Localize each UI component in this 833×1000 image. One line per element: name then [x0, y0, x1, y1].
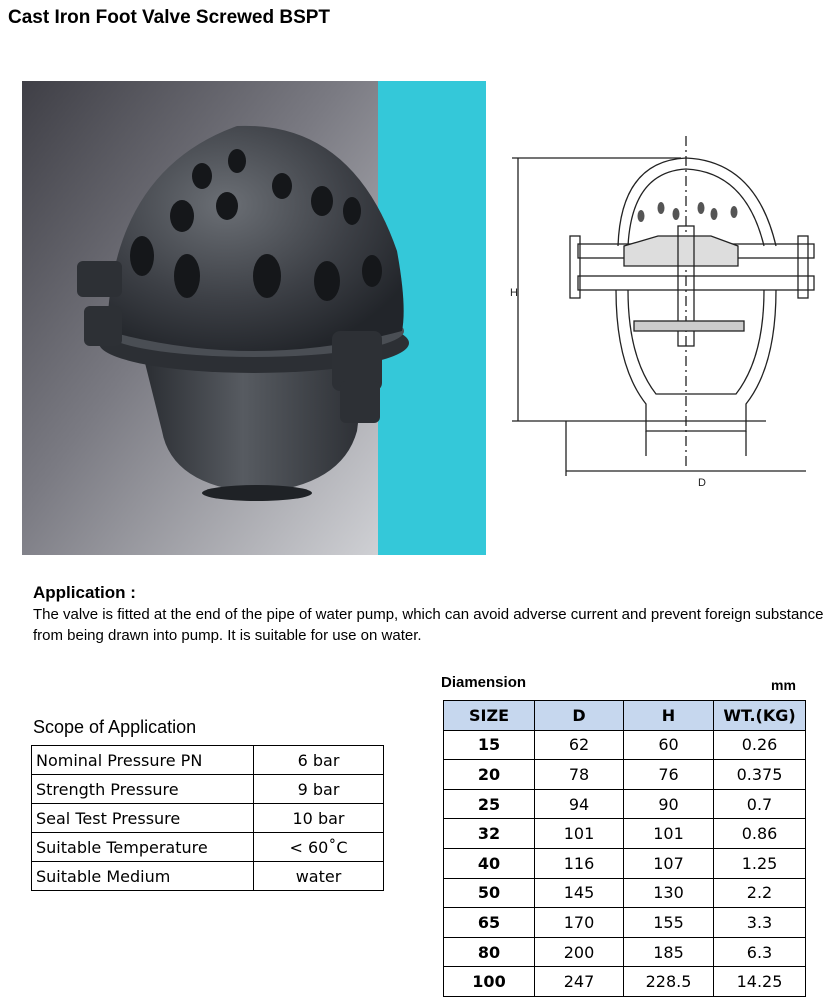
cell-size: 65 — [444, 908, 535, 938]
cell-h: 130 — [624, 878, 714, 908]
scope-value: < 60˚C — [254, 833, 384, 862]
application-description: The valve is fitted at the end of the pipe of water pump, which can avoid adverse current and prevent foreign substance from being drawn into pump. It is suitable for use on water. — [33, 606, 824, 644]
table-row — [32, 775, 384, 804]
cell-weight: 0.375 — [714, 760, 806, 790]
table-row — [444, 908, 806, 938]
dimension-title: Diamension — [441, 674, 527, 691]
scope-value: 6 bar — [254, 746, 384, 775]
cell-size: 80 — [444, 937, 535, 967]
table-row — [444, 760, 806, 790]
scope-title: Scope of Application — [33, 717, 197, 737]
cell-h: 228.5 — [624, 967, 714, 997]
cell-size: 40 — [444, 848, 535, 878]
column-header-size: SIZE — [444, 701, 535, 731]
cell-d: 145 — [535, 878, 624, 908]
table-row — [32, 804, 384, 833]
scope-table — [31, 745, 384, 891]
cell-weight: 0.86 — [714, 819, 806, 849]
foot-valve-cross-section-drawing — [506, 136, 826, 506]
table-row — [32, 746, 384, 775]
cell-size: 20 — [444, 760, 535, 790]
cell-weight: 14.25 — [714, 967, 806, 997]
table-row — [444, 730, 806, 760]
cell-d: 116 — [535, 848, 624, 878]
dimension-label-d: D — [698, 477, 706, 489]
page-title: Cast Iron Foot Valve Screwed BSPT — [8, 7, 331, 28]
cell-d: 170 — [535, 908, 624, 938]
cell-size: 15 — [444, 730, 535, 760]
scope-label: Nominal Pressure PN — [32, 746, 254, 775]
scope-value: water — [254, 862, 384, 891]
cell-d: 94 — [535, 789, 624, 819]
cell-weight: 0.26 — [714, 730, 806, 760]
column-header-h: H — [624, 701, 714, 731]
cell-d: 101 — [535, 819, 624, 849]
table-row — [444, 819, 806, 849]
cell-h: 101 — [624, 819, 714, 849]
table-row — [444, 967, 806, 997]
scope-label: Suitable Temperature — [32, 833, 254, 862]
column-header-weight: WT.(KG) — [714, 701, 806, 731]
dimension-unit: mm — [771, 677, 796, 693]
application-heading: Application : — [33, 583, 136, 602]
cell-h: 76 — [624, 760, 714, 790]
column-header-d: D — [535, 701, 624, 731]
cell-weight: 0.7 — [714, 789, 806, 819]
dimension-label-h: H — [510, 287, 518, 299]
cell-size: 50 — [444, 878, 535, 908]
scope-value: 10 bar — [254, 804, 384, 833]
scope-label: Seal Test Pressure — [32, 804, 254, 833]
cell-weight: 3.3 — [714, 908, 806, 938]
dimension-table — [443, 700, 806, 997]
table-row — [32, 862, 384, 891]
table-row — [444, 878, 806, 908]
cell-weight: 1.25 — [714, 848, 806, 878]
scope-value: 9 bar — [254, 775, 384, 804]
scope-label: Strength Pressure — [32, 775, 254, 804]
table-row — [32, 833, 384, 862]
cell-weight: 2.2 — [714, 878, 806, 908]
cell-h: 90 — [624, 789, 714, 819]
cast-iron-foot-valve-photo — [22, 81, 486, 555]
scope-label: Suitable Medium — [32, 862, 254, 891]
cell-size: 32 — [444, 819, 535, 849]
cell-h: 185 — [624, 937, 714, 967]
table-header-row — [444, 701, 806, 731]
cell-h: 107 — [624, 848, 714, 878]
table-row — [444, 937, 806, 967]
cell-d: 247 — [535, 967, 624, 997]
table-row — [444, 848, 806, 878]
cell-d: 78 — [535, 760, 624, 790]
product-photo — [22, 81, 486, 555]
cell-h: 60 — [624, 730, 714, 760]
table-row — [444, 789, 806, 819]
cell-size: 100 — [444, 967, 535, 997]
technical-drawing — [506, 136, 826, 506]
cell-h: 155 — [624, 908, 714, 938]
cell-weight: 6.3 — [714, 937, 806, 967]
cell-d: 62 — [535, 730, 624, 760]
cell-d: 200 — [535, 937, 624, 967]
cell-size: 25 — [444, 789, 535, 819]
